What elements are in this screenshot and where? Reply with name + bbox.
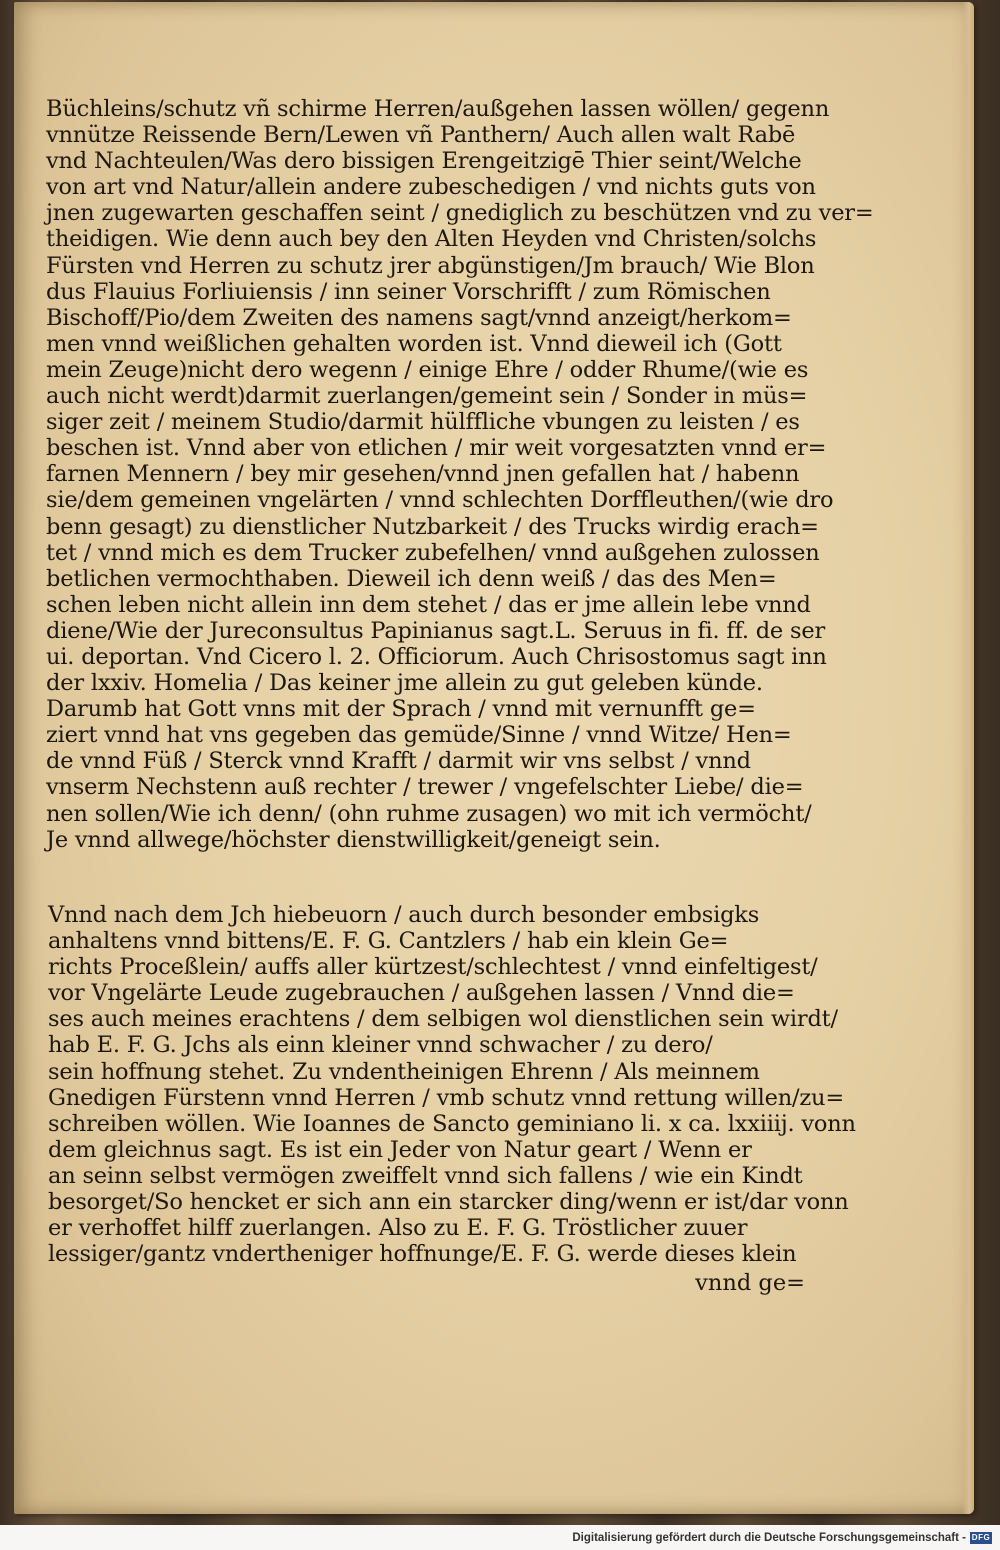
text-line: von art vnd Natur/allein andere zubeschedigen / vnd nichts guts von xyxy=(46,174,816,201)
text-line: ziert vnnd hat vns gegeben das gemüde/Sinne / vnnd Witze/ Hen= xyxy=(46,722,792,749)
text-line: er verhoffet hilff zuerlangen. Also zu E. F. G. Tröstlicher zuuer xyxy=(48,1215,748,1242)
text-line: Fürsten vnd Herren zu schutz jrer abgünstigen/Jm brauch/ Wie Blon xyxy=(46,252,815,279)
text-line: jnen zugewarten geschaffen seint / gnediglich zu beschützen vnd zu ver= xyxy=(46,200,874,227)
text-line: benn gesagt) zu dienstlicher Nutzbarkeit / des Trucks wirdig erach= xyxy=(46,513,819,540)
text-line: vnnütze Reissende Bern/Lewen vñ Panthern/ Auch allen walt Rabē xyxy=(46,122,796,149)
text-line: vnd Nachteulen/Was dero bissigen Erengeitzigē Thier seint/Welche xyxy=(46,148,802,175)
text-line: lessiger/gantz vndertheniger hoffnunge/E. F. G. werde dieses klein xyxy=(48,1241,797,1268)
text-line: theidigen. Wie denn auch bey den Alten Heyden vnd Christen/solchs xyxy=(46,226,817,253)
text-line: men vnnd weißlichen gehalten worden ist. Vnnd dieweil ich (Gott xyxy=(46,330,782,357)
text-line: dus Flauius Forliuiensis / inn seiner Vorschrifft / zum Römischen xyxy=(46,278,771,305)
dfg-logo-icon: DFG xyxy=(971,1533,991,1542)
text-line: mein Zeuge)nicht dero wegenn / einige Ehre / odder Rhume/(wie es xyxy=(46,356,809,383)
text-line: beschen ist. Vnnd aber von etlichen / mir weit vorgesatzten vnnd er= xyxy=(46,435,827,462)
text-line: siger zeit / meinem Studio/darmit hülffliche vbungen zu leisten / es xyxy=(46,409,800,436)
text-line: anhaltens vnnd bittens/E. F. G. Cantzlers / hab ein klein Ge= xyxy=(48,928,729,955)
text-line: sie/dem gemeinen vngelärten / vnnd schlechten Dorffleuthen/(wie dro xyxy=(46,487,834,514)
text-line: Büchleins/schutz vñ schirme Herren/außgehen lassen wöllen/ gegenn xyxy=(46,96,830,122)
text-line: de vnnd Füß / Sterck vnnd Krafft / darmit wir vns selbst / vnnd xyxy=(46,748,751,775)
text-line: nen sollen/Wie ich denn/ (ohn ruhme zusagen) wo mit ich vermöcht/ xyxy=(46,800,812,827)
text-line: Je vnnd allwege/höchster dienstwilligkeit/geneigt sein. xyxy=(46,826,661,853)
text-line: besorget/So hencket er sich ann ein starcker ding/wenn er ist/dar vonn xyxy=(48,1189,849,1216)
text-line: sein hoffnung stehet. Zu vndentheinigen Ehrenn / Als meinnem xyxy=(48,1058,760,1085)
text-line: richts Proceßlein/ auffs aller kürtzest/schlechtest / vnnd einfeltigest/ xyxy=(48,954,818,981)
text-line: ui. deportan. Vnd Cicero l. 2. Officiorum. Auch Chrisostomus sagt inn xyxy=(46,643,827,670)
catchword: vnnd ge= xyxy=(695,1270,805,1296)
text-line: betlichen vermochthaben. Dieweil ich denn weiß / das des Men= xyxy=(46,565,777,592)
text-line: tet / vnnd mich es dem Trucker zubefelhen/ vnnd außgehen zulossen xyxy=(46,539,820,566)
text-line: Bischoff/Pio/dem Zweiten des namens sagt/vnnd anzeigt/herkom= xyxy=(46,304,792,331)
text-line: farnen Mennern / bey mir gesehen/vnnd jnen gefallen hat / habenn xyxy=(46,461,800,488)
text-line: Darumb hat Gott vnns mit der Sprach / vnnd mit vernunfft ge= xyxy=(46,696,756,723)
text-line: dem gleichnus sagt. Es ist ein Jeder von Natur geart / Wenn er xyxy=(48,1136,752,1163)
text-line: schreiben wöllen. Wie Ioannes de Sancto geminiano li. x ca. lxxiiij. vonn xyxy=(48,1110,856,1137)
digitization-footer xyxy=(0,1525,1000,1550)
text-line: schen leben nicht allein inn dem stehet / das er jme allein lebe vnnd xyxy=(46,591,811,618)
text-line: der lxxiv. Homelia / Das keiner jme allein zu gut geleben künde. xyxy=(46,670,763,697)
funding-credit: Digitalisierung gefördert durch die Deutsche Forschungsgemeinschaft - xyxy=(572,1531,966,1544)
text-line: auch nicht werdt)darmit zuerlangen/gemeint sein / Sonder in müs= xyxy=(46,383,808,410)
paragraph-2 xyxy=(48,902,856,1268)
text-line: vor Vngelärte Leude zugebrauchen / außgehen lassen / Vnnd die= xyxy=(48,980,795,1007)
text-line: vnserm Nechstenn auß rechter / trewer / vngefelschter Liebe/ die= xyxy=(46,774,804,801)
text-line: Gnedigen Fürstenn vnnd Herren / vmb schutz vnnd rettung willen/zu= xyxy=(48,1084,844,1111)
text-line: Vnnd nach dem Jch hiebeuorn / auch durch besonder embsigks xyxy=(48,902,760,928)
paragraph-1 xyxy=(46,96,874,853)
text-line: hab E. F. G. Jchs als einn kleiner vnnd schwacher / zu dero/ xyxy=(48,1032,713,1059)
page-edge xyxy=(962,2,974,1514)
text-line: an seinn selbst vermögen zweiffelt vnnd sich fallens / wie ein Kindt xyxy=(48,1162,803,1189)
text-line: ses auch meines erachtens / dem selbigen wol dienstlichen sein wirdt/ xyxy=(48,1006,838,1033)
text-line: diene/Wie der Jureconsultus Papinianus sagt.L. Seruus in fi. ff. de ser xyxy=(46,617,826,644)
